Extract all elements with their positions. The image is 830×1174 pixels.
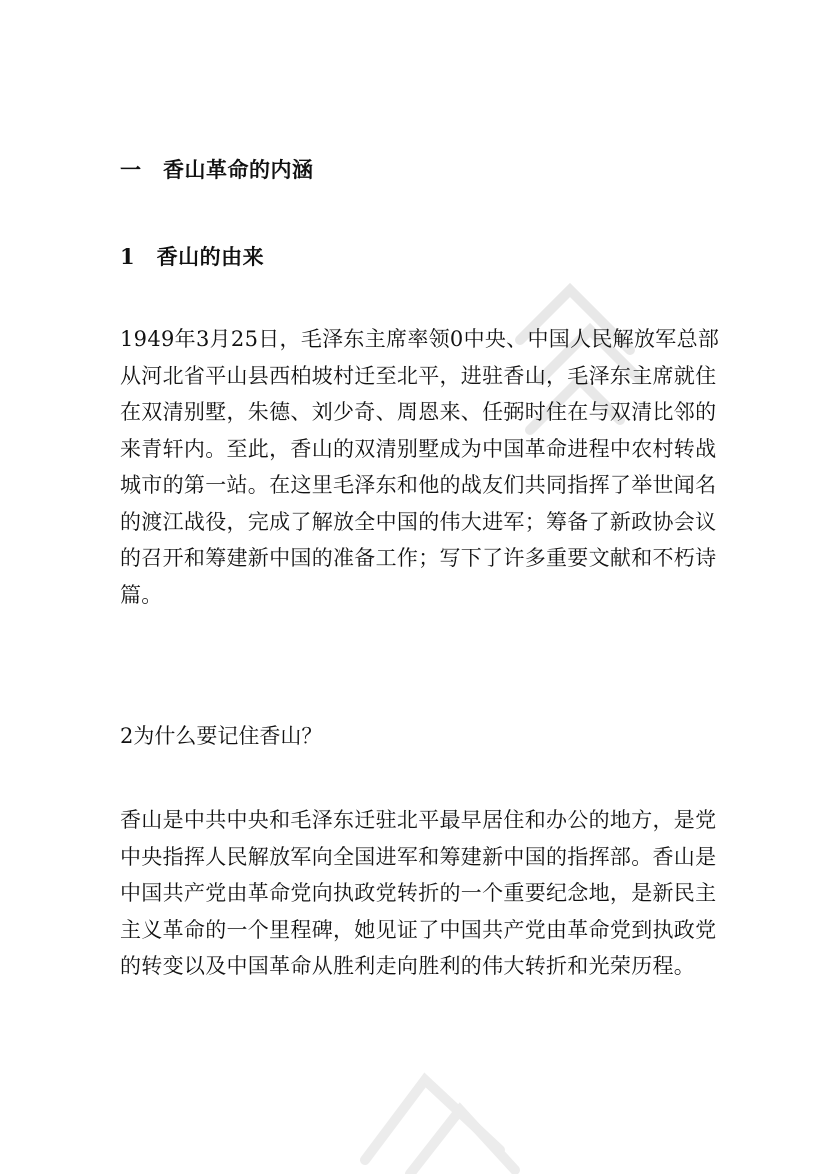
paragraph-why-remember: 香山是中共中央和毛泽东迁驻北平最早居住和办公的地方，是党中央指挥人民解放军向全国进军和筹建新中国的指挥部。香山是中国共产党由革命党向执政党转折的一个重要纪念地，是新民主主义革命的一个里程碑，她见证了中国共产党由革命党到执政党的转变以及中国革命从胜利走向胜利的伟大转折和光荣历程。 — [120, 808, 717, 978]
subheading-origin: 1 香山的由来 — [120, 244, 265, 269]
paragraph-origin: 1949年3月25日，毛泽东主席率领0中央、中国人民解放军总部从河北省平山县西柏坡村迁至北平，进驻香山，毛泽东主席就住在双清别墅，朱德、刘少奇、周恩来、任弼时住在与双清比邻的来青轩内。至此，香山的双清别墅成为中国革命进程中农村转战城市的第一站。在这里毛泽东和他的战友们共同指挥了举世闻名的渡江战役，完成了解放全中国的伟大进军；筹备了新政协会议的召开和筹建新中国的准备工作；写下了许多重要文献和不朽诗篇。 — [120, 327, 720, 607]
watermark-graphic-bottom — [350, 1040, 520, 1174]
subheading-why-remember: 2为什么要记住香山？ — [120, 724, 323, 748]
section-heading: 一 香山革命的内涵 — [120, 157, 314, 182]
